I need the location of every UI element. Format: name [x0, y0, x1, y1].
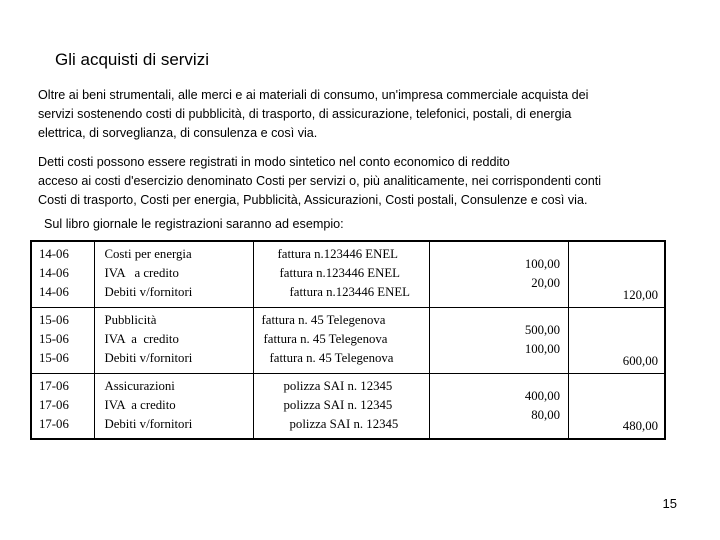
- dare-amount: 100,00: [524, 341, 561, 356]
- account-cell: [95, 373, 253, 439]
- document-ref: fattura n. 45 Telegenova: [261, 312, 386, 327]
- document-ref: fattura n.123446 ENEL: [277, 247, 399, 261]
- paragraph-line: Costi di trasporto, Costi per energia, Pubblicità, Assicurazioni, Costi postali, Consulenze e così via.: [38, 193, 588, 207]
- document-ref: fattura n. 45 Telegenova: [269, 350, 394, 365]
- paragraph-line: Detti costi possono essere registrati in modo sintetico nel conto economico di reddito: [38, 155, 510, 169]
- account-name: Debiti v/fornitori: [104, 416, 193, 431]
- date: 17-06: [39, 397, 69, 412]
- date: 15-06: [39, 350, 69, 365]
- journal-entry: [31, 307, 665, 373]
- paragraph-line: Oltre ai beni strumentali, alle merci e ai materiali di consumo, un'impresa commerciale acquista dei: [38, 88, 589, 102]
- date: 17-06: [39, 416, 69, 431]
- paragraph-line: acceso ai costi d'esercizio denominato Costi per servizi o, più analiticamente, nei corrispondenti conti: [38, 174, 602, 188]
- paragraph-recording: [38, 153, 678, 210]
- paragraph-line: elettrica, di sorveglianza, di consulenza e così via.: [38, 126, 318, 140]
- avere-amount: 120,00: [622, 287, 658, 302]
- account-name: IVA a credito: [104, 331, 179, 346]
- document-ref: polizza SAI n. 12345: [289, 416, 399, 431]
- date: 15-06: [39, 312, 69, 327]
- account-name: Costi per energia: [104, 247, 192, 261]
- journal-entry: [31, 373, 665, 439]
- document-ref: polizza SAI n. 12345: [283, 397, 393, 412]
- paragraph-services-intro: [38, 86, 678, 143]
- account-cell: [95, 307, 253, 373]
- paragraph-line: servizi sostenendo costi di pubblicità, di trasporto, di assicurazione, telefonici, postali, di energia: [38, 107, 572, 121]
- dare-amount: 80,00: [531, 407, 561, 422]
- document-cell: [253, 373, 430, 439]
- date-cell: [31, 241, 95, 307]
- page-title: Gli acquisti di servizi: [55, 50, 209, 69]
- dare-cell: [430, 307, 569, 373]
- avere-amount: 600,00: [622, 353, 658, 368]
- avere-cell: [569, 241, 665, 307]
- date: 17-06: [39, 378, 69, 393]
- dare-amount: 500,00: [524, 322, 561, 337]
- date: 14-06: [39, 247, 69, 261]
- journal-intro: Sul libro giornale le registrazioni saranno ad esempio:: [44, 217, 344, 231]
- page-number: 15: [662, 496, 677, 511]
- dare-amount: 100,00: [524, 257, 561, 271]
- date: 14-06: [39, 266, 69, 280]
- dare-amount: 400,00: [524, 388, 561, 403]
- date: 15-06: [39, 331, 69, 346]
- journal-entry: [31, 241, 665, 307]
- avere-cell: [569, 307, 665, 373]
- document-ref: fattura n.123446 ENEL: [289, 285, 411, 299]
- date: 14-06: [39, 285, 69, 299]
- date-cell: [31, 373, 95, 439]
- account-name: Debiti v/fornitori: [104, 285, 193, 299]
- account-name: Debiti v/fornitori: [104, 350, 193, 365]
- document-cell: [253, 241, 430, 307]
- journal-table: [30, 240, 666, 440]
- document-ref: polizza SAI n. 12345: [283, 378, 393, 393]
- date-cell: [31, 307, 95, 373]
- account-name: Assicurazioni: [104, 378, 175, 393]
- avere-amount: 480,00: [622, 419, 658, 433]
- document-ref: fattura n. 45 Telegenova: [263, 331, 388, 346]
- account-name: IVA a credito: [104, 397, 176, 412]
- dare-cell: [430, 373, 569, 439]
- dare-amount: 20,00: [531, 276, 561, 290]
- account-name: IVA a credito: [104, 266, 179, 280]
- document-ref: fattura n.123446 ENEL: [279, 266, 401, 280]
- account-name: Pubblicità: [104, 312, 157, 327]
- dare-cell: [430, 241, 569, 307]
- document-cell: [253, 307, 430, 373]
- account-cell: [95, 241, 253, 307]
- avere-cell: [569, 373, 665, 439]
